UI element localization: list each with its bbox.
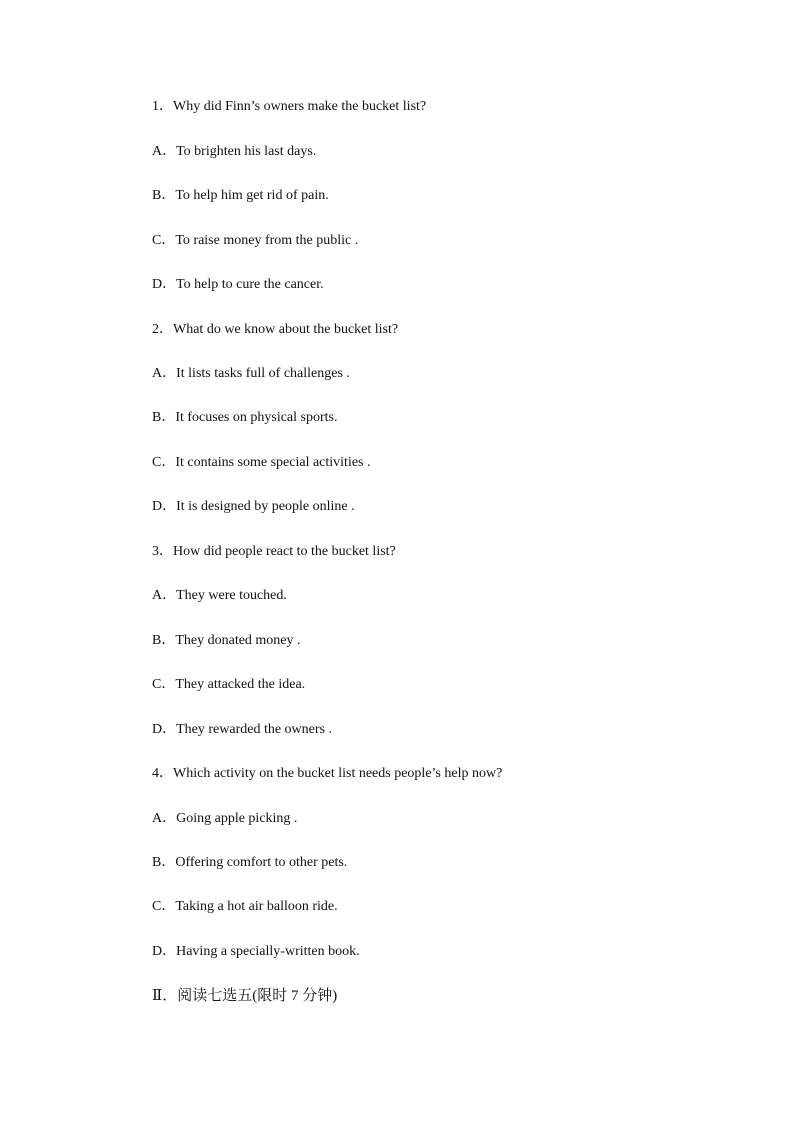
question-3-stem: 3．How did people react to the bucket list? bbox=[152, 544, 396, 559]
question-1-option-b: B．To help him get rid of pain. bbox=[152, 188, 329, 203]
question-1-option-c: C．To raise money from the public . bbox=[152, 233, 359, 248]
question-4-option-a: A．Going apple picking . bbox=[152, 811, 298, 826]
question-1-option-d: D．To help to cure the cancer. bbox=[152, 277, 324, 292]
question-2-stem: 2．What do we know about the bucket list? bbox=[152, 322, 399, 337]
question-4-stem: 4．Which activity on the bucket list needs people’s help now? bbox=[152, 766, 503, 781]
question-2-option-d: D．It is designed by people online . bbox=[152, 499, 355, 514]
question-3-option-d: D．They rewarded the owners . bbox=[152, 722, 332, 737]
question-4-option-d: D．Having a specially-written book. bbox=[152, 944, 360, 959]
question-3-option-b: B．They donated money . bbox=[152, 633, 301, 648]
question-4-option-c: C．Taking a hot air balloon ride. bbox=[152, 899, 338, 914]
question-2-option-b: B．It focuses on physical sports. bbox=[152, 410, 338, 425]
section-heading: Ⅱ．阅读七选五(限时 7 分钟) bbox=[152, 988, 338, 1004]
question-1-option-a: A．To brighten his last days. bbox=[152, 144, 317, 159]
question-3-option-a: A．They were touched. bbox=[152, 588, 287, 603]
question-3-option-c: C．They attacked the idea. bbox=[152, 677, 306, 692]
question-1-stem: 1．Why did Finn’s owners make the bucket list? bbox=[152, 99, 427, 114]
question-2-option-c: C．It contains some special activities . bbox=[152, 455, 371, 470]
question-2-option-a: A．It lists tasks full of challenges . bbox=[152, 366, 350, 381]
question-4-option-b: B．Offering comfort to other pets. bbox=[152, 855, 348, 870]
